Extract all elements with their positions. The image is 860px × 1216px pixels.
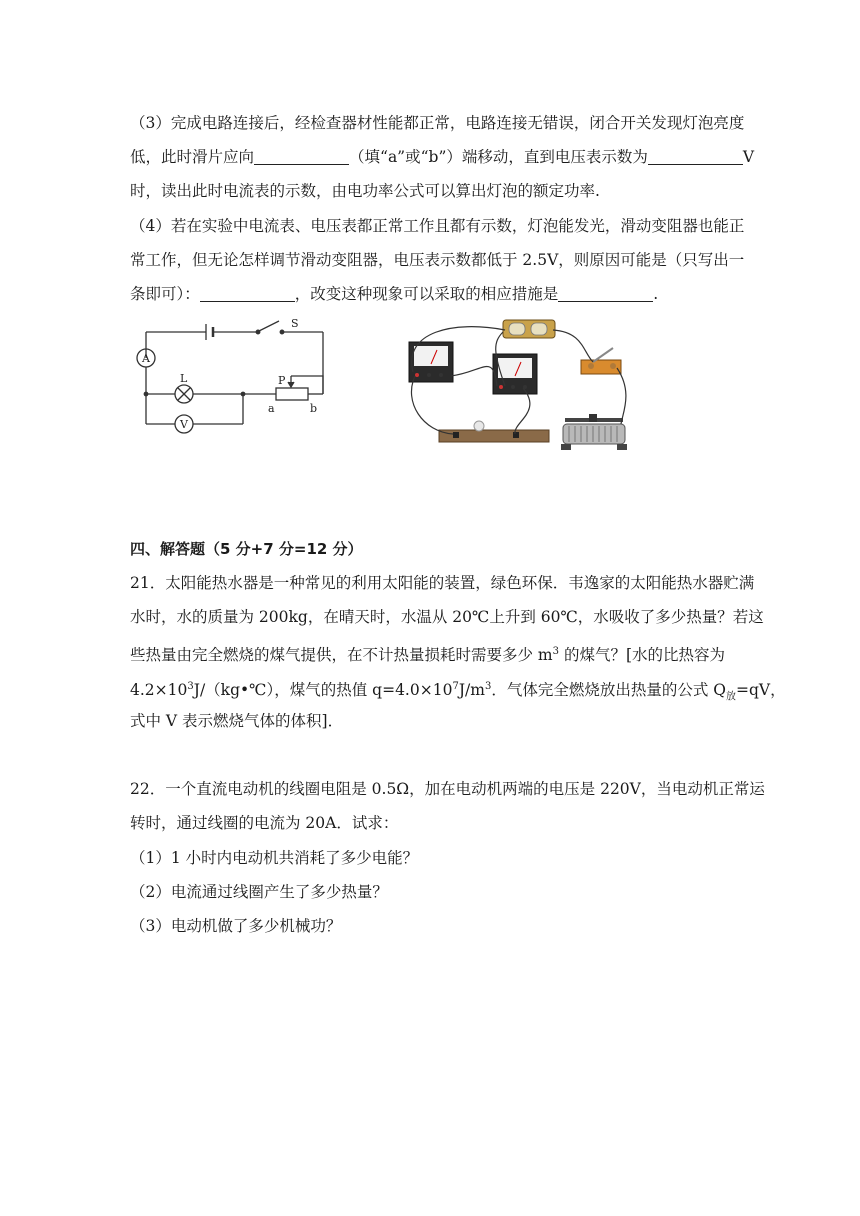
q3-line1: （3）完成电路连接后，经检查器材性能都正常，电路连接无错误，闭合开关发现灯泡亮度 xyxy=(130,114,745,132)
q21-line1: 21．太阳能热水器是一种常见的利用太阳能的装置，绿色环保．韦逸家的太阳能热水器贮满 xyxy=(130,574,755,592)
q21-line4-c: J/m xyxy=(458,681,485,700)
q3-blank-direction[interactable] xyxy=(254,148,349,165)
q22-line2: 转时，通过线圈的电流为 20A．试求： xyxy=(130,814,399,832)
end-a-label: a xyxy=(268,402,275,415)
q21-line4-b: J/（kg•℃），煤气的热值 q=4.0×10 xyxy=(193,681,453,700)
q21-line4 xyxy=(130,677,786,707)
switch-label: S xyxy=(291,317,299,330)
q21-line3 xyxy=(130,642,725,665)
ammeter-label: A xyxy=(142,352,150,365)
q22-sub1: （1）1 小时内电动机共消耗了多少电能？ xyxy=(130,849,419,867)
q21-line3-a: 些热量由完全燃烧的煤气提供，在不计热量损耗时需要多少 m xyxy=(130,646,553,665)
q4-line2: 常工作，但无论怎样调节滑动变阻器，电压表示数都低于 2.5V，则原因可能是（只写出一 xyxy=(130,251,745,269)
q21-line4-sub: 放 xyxy=(725,691,736,703)
q4-text-c: . xyxy=(653,285,659,303)
q4-blank-measure[interactable] xyxy=(558,285,653,302)
slider-label: P xyxy=(278,374,286,387)
circuit-diagram xyxy=(128,316,328,438)
q4-text-a: 条即可）： xyxy=(130,285,200,303)
q21-line4-sup3: 3 xyxy=(484,681,492,692)
q21-line4-a: 4.2×10 xyxy=(130,681,188,700)
q21-line4-e: =qV， xyxy=(735,681,786,700)
q21-line2: 水时，水的质量为 200kg，在晴天时，水温从 20℃上升到 60℃，水吸收了多少热量？若这 xyxy=(130,608,764,626)
q21-line4-d: ．气体完全燃烧放出热量的公式 Q xyxy=(491,681,726,700)
q22-sub2: （2）电流通过线圈产生了多少热量？ xyxy=(130,883,388,901)
q4-text-b: ，改变这种现象可以采取的相应措施是 xyxy=(294,285,559,303)
q3-text-b: （填“a”或“b”）端移动，直到电压表示数为 xyxy=(349,148,648,166)
switch-device xyxy=(581,348,621,374)
voltmeter-device xyxy=(493,354,537,394)
q22-sub3: （3）电动机做了多少机械功？ xyxy=(130,917,342,935)
section4-title: 四、解答题（5 分+7 分=12 分） xyxy=(130,540,363,558)
q21-line4-sup1: 3 xyxy=(187,681,194,692)
battery-holder xyxy=(503,320,555,338)
end-b-label: b xyxy=(310,402,318,415)
q21-line5: 式中 V 表示燃烧气体的体积]． xyxy=(130,712,344,730)
q4-line3 xyxy=(130,284,658,304)
voltmeter-label: V xyxy=(180,418,188,431)
q4-line1: （4）若在实验中电流表、电压表都正常工作且都有示数，灯泡能发光，滑动变阻器也能正 xyxy=(130,217,745,235)
q3-line3: 时，读出此时电流表的示数，由电功率公式可以算出灯泡的额定功率. xyxy=(130,182,600,200)
apparatus-photo xyxy=(393,312,633,462)
q22-line1: 22．一个直流电动机的线圈电阻是 0.5Ω，加在电动机两端的电压是 220V，当电动机正常运 xyxy=(130,780,765,798)
lamp-board xyxy=(439,421,549,442)
q3-blank-voltage[interactable] xyxy=(648,148,743,165)
q3-text-c: V xyxy=(742,148,755,166)
q21-line3-sup: 3 xyxy=(552,646,560,657)
rheostat-device xyxy=(561,414,627,450)
q21-line3-b: 的煤气？[水的比热容为 xyxy=(559,646,725,665)
q3-line2 xyxy=(130,147,754,167)
q3-text-a: 低，此时滑片应向 xyxy=(130,148,255,166)
lamp-label: L xyxy=(180,372,188,385)
q4-blank-reason[interactable] xyxy=(200,285,295,302)
q21-line4-sup2: 7 xyxy=(452,681,459,692)
